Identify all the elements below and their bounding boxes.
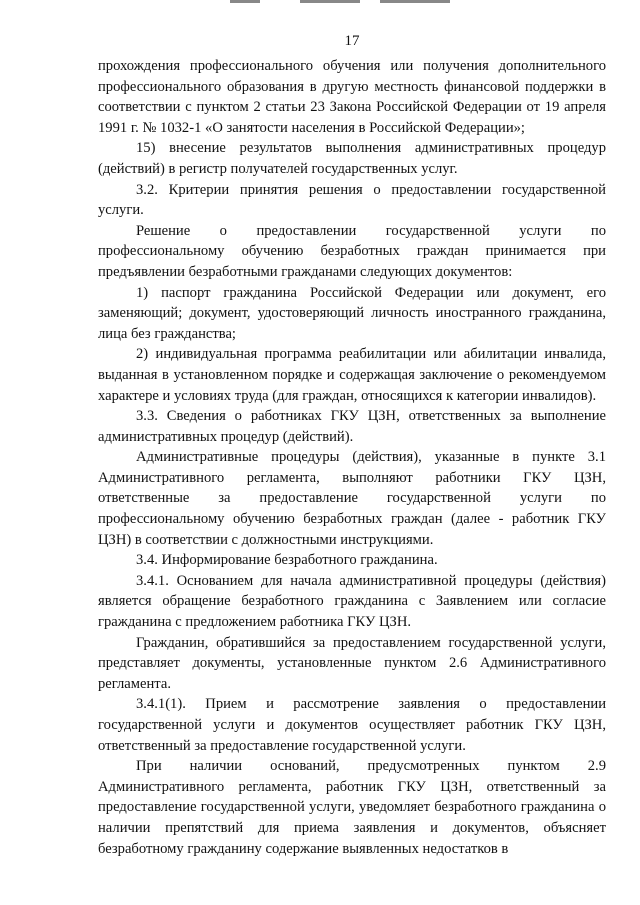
scan-artifact (380, 0, 450, 3)
section-heading: 3.4. Информирование безработного гражданина. (136, 552, 438, 569)
paragraph: прохождения профессионального обучения или получения дополнительного профессионального образования в другую местность финансовой поддержки в соответствии с пунктом 2 статьи 23 Закона Российской Федерации от 19 апреля 1991 г. № 1032-1 «О занятости населения в Российской Федерации»; (98, 58, 606, 136)
list-item: 1) паспорт гражданина Российской Федерации или документ, его заменяющий; документ, удостоверяющий личность иностранного гражданина, лица без гражданства; (98, 284, 606, 342)
scan-artifact (300, 0, 360, 3)
paragraph: Решение о предоставлении государственной услуги по профессиональному обучению безработных граждан принимается при предъявлении безработными гражданами следующих документов: (98, 222, 606, 280)
paragraph: Гражданин, обратившийся за предоставлением государственной услуги, представляет документы, установленные пунктом 2.6 Административного регламента. (98, 634, 606, 692)
paragraph: 3.4.1(1). Прием и рассмотрение заявления о предоставлении государственной услуги и документов осуществляет работник ГКУ ЦЗН, ответственный за предоставление государственной услуги. (98, 696, 606, 754)
scan-artifact (230, 0, 260, 3)
section-heading: 3.2. Критерии принятия решения о предоставлении государственной услуги. (98, 181, 606, 219)
section-heading: 3.3. Сведения о работниках ГКУ ЦЗН, ответственных за выполнение административных процедур (действий). (98, 408, 606, 445)
page-number: 17 (344, 33, 360, 49)
paragraph: 15) внесение результатов выполнения административных процедур (действий) в регистр получателей государственных услуг. (98, 140, 606, 177)
paragraph: 3.4.1. Основанием для начала административной процедуры (действия) является обращение безработного гражданина с Заявлением или согласие гражданина с предложением работника ГКУ ЦЗН. (98, 572, 606, 631)
list-item: 2) индивидуальная программа реабилитации или абилитации инвалида, выданная в установленном порядке и содержащая заключение о рекомендуемом характере и условиях труда (для граждан, относящихся к категории инвалидов). (98, 346, 606, 404)
paragraph: При наличии оснований, предусмотренных пунктом 2.9 Административного регламента, работник ГКУ ЦЗН, ответственный за предоставление государственной услуги, уведомляет безработного гражданина о наличии препятствий для приема заявления и документов, объясняет безработному гражданину содержание выявленных недостатков в (98, 758, 606, 857)
paragraph: Административные процедуры (действия), указанные в пункте 3.1 Административного регламента, выполняют работники ГКУ ЦЗН, ответственные за предоставление государственной услуги по профессиональному обучению безработных граждан (далее - работник ГКУ ЦЗН) в соответствии с должностными инструкциями. (98, 449, 606, 548)
